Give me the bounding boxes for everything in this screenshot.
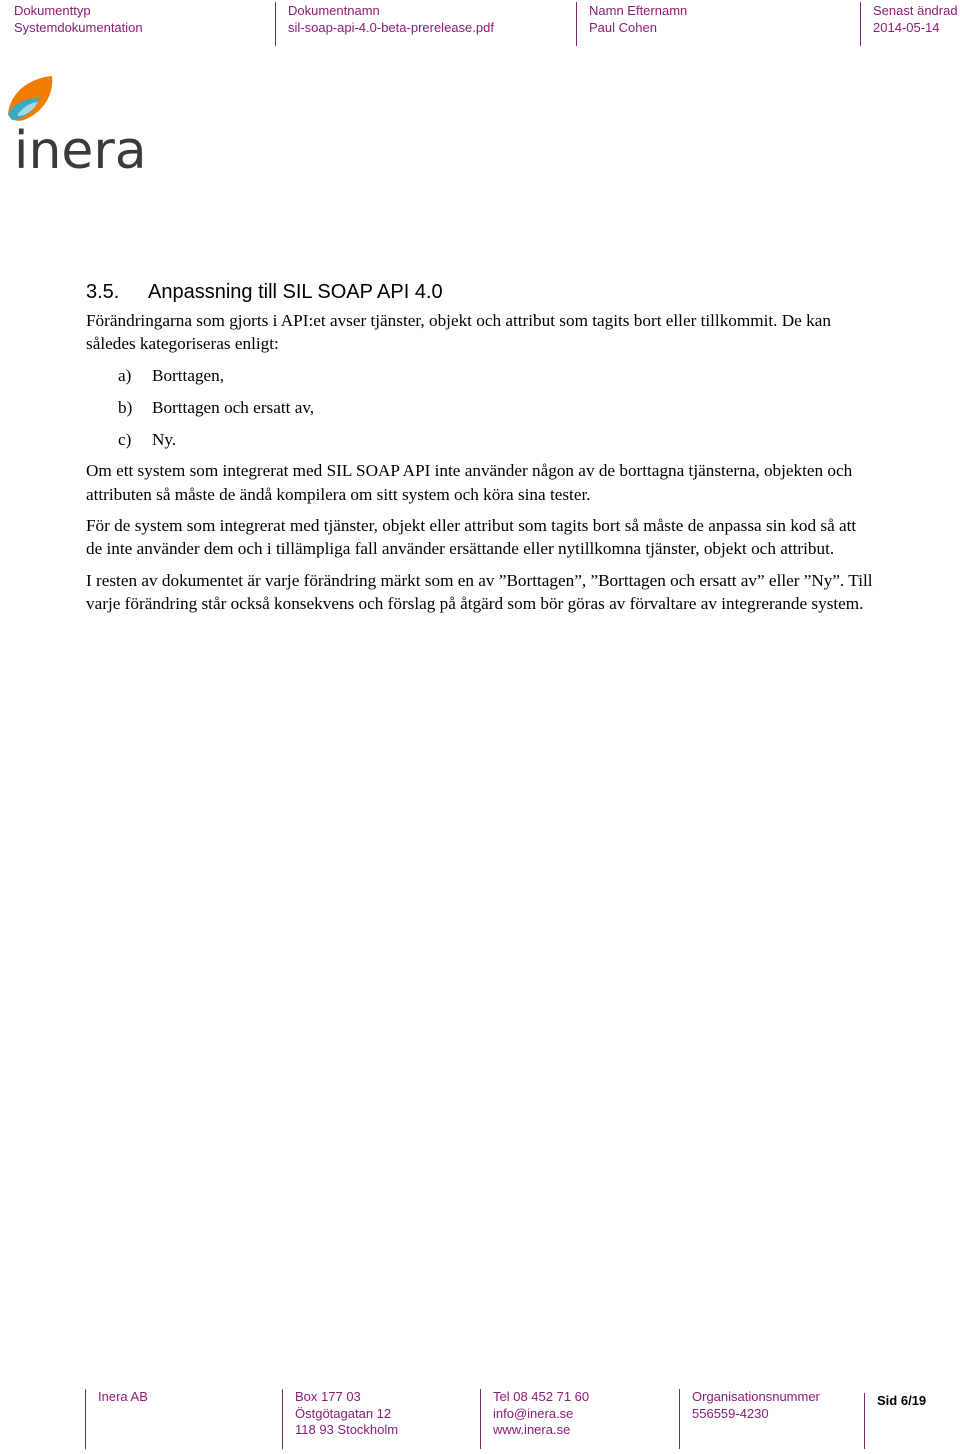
header-doc-type-label: Dokumenttyp xyxy=(14,3,91,18)
list-marker: c) xyxy=(118,430,132,450)
inera-logo xyxy=(4,74,164,174)
header-author-value: Paul Cohen xyxy=(589,20,657,35)
paragraph-adapt: För de system som integrerat med tjänster, objekt eller attribut som tagits bort så måste de anpassa sin kod så att de inte använder dem och i tillämpliga fall använder ersättande eller nytillkomna tjänster, objekt och attribut. xyxy=(86,516,857,559)
header-author xyxy=(576,2,687,46)
footer-contact xyxy=(480,1389,589,1449)
paragraph-compile: Om ett system som integrerat med SIL SOAP API inte använder någon av de borttagna tjänsterna, objekten och attributen så måste de ändå kompilera om sitt system och köra sina tester. xyxy=(86,461,853,504)
footer-address-line: 118 93 Stockholm xyxy=(295,1422,399,1437)
header-doc-type-value: Systemdokumentation xyxy=(14,20,143,35)
footer-email-link[interactable]: info@inera.se xyxy=(493,1405,574,1421)
footer-company-name: Inera AB xyxy=(98,1389,148,1404)
list-item xyxy=(118,428,876,451)
footer-org xyxy=(679,1389,820,1449)
header-doc-name-value: sil-soap-api-4.0-beta-prerelease.pdf xyxy=(288,20,494,35)
footer-phone: Tel 08 452 71 60 xyxy=(493,1389,590,1404)
header-modified-label: Senast ändrad xyxy=(873,3,958,18)
header-doc-type xyxy=(0,2,143,46)
header-modified xyxy=(860,2,958,46)
paragraph-marking: I resten av dokumentet är varje förändring märkt som en av ”Borttagen”, ”Borttagen och ersatt av” eller ”Ny”. Till varje förändring står också konsekvens och förslag på åtgärd som bör göras av förvaltare av integrerande system. xyxy=(86,570,873,613)
list-item xyxy=(118,396,876,419)
body-text xyxy=(86,309,876,623)
page-number xyxy=(864,1393,926,1449)
footer-org-label: Organisationsnummer xyxy=(692,1389,820,1404)
list-item xyxy=(118,364,876,387)
footer-address-line: Box 177 03 xyxy=(295,1389,361,1404)
header-author-label: Namn Efternamn xyxy=(589,3,688,18)
list-text: Borttagen och ersatt av, xyxy=(152,397,315,417)
header-doc-name xyxy=(275,2,494,46)
footer-address-line: Östgötagatan 12 xyxy=(295,1405,392,1421)
section-title: Anpassning till SIL SOAP API 4.0 xyxy=(148,281,443,303)
paragraph-intro: Förändringarna som gjorts i API:et avser tjänster, objekt och attribut som tagits bort eller tillkommit. De kan således kategoriseras enligt: xyxy=(86,311,831,354)
section-heading xyxy=(86,281,443,304)
footer-address xyxy=(282,1389,398,1449)
page-label: Sid xyxy=(877,1393,898,1408)
footer-org-value: 556559-4230 xyxy=(692,1405,769,1421)
list-text: Ny. xyxy=(152,430,177,450)
section-number: 3.5. xyxy=(86,281,120,303)
category-list xyxy=(86,364,876,452)
header-modified-value: 2014-05-14 xyxy=(873,20,940,35)
logo-wordmark: inera xyxy=(14,121,147,174)
footer-website-link[interactable]: www.inera.se xyxy=(493,1422,571,1437)
page-value: 6/19 xyxy=(900,1393,927,1408)
list-marker: a) xyxy=(118,365,132,385)
list-marker: b) xyxy=(118,397,133,417)
header-doc-name-label: Dokumentnamn xyxy=(288,3,380,18)
list-text: Borttagen, xyxy=(152,365,225,385)
footer-company xyxy=(85,1389,148,1449)
